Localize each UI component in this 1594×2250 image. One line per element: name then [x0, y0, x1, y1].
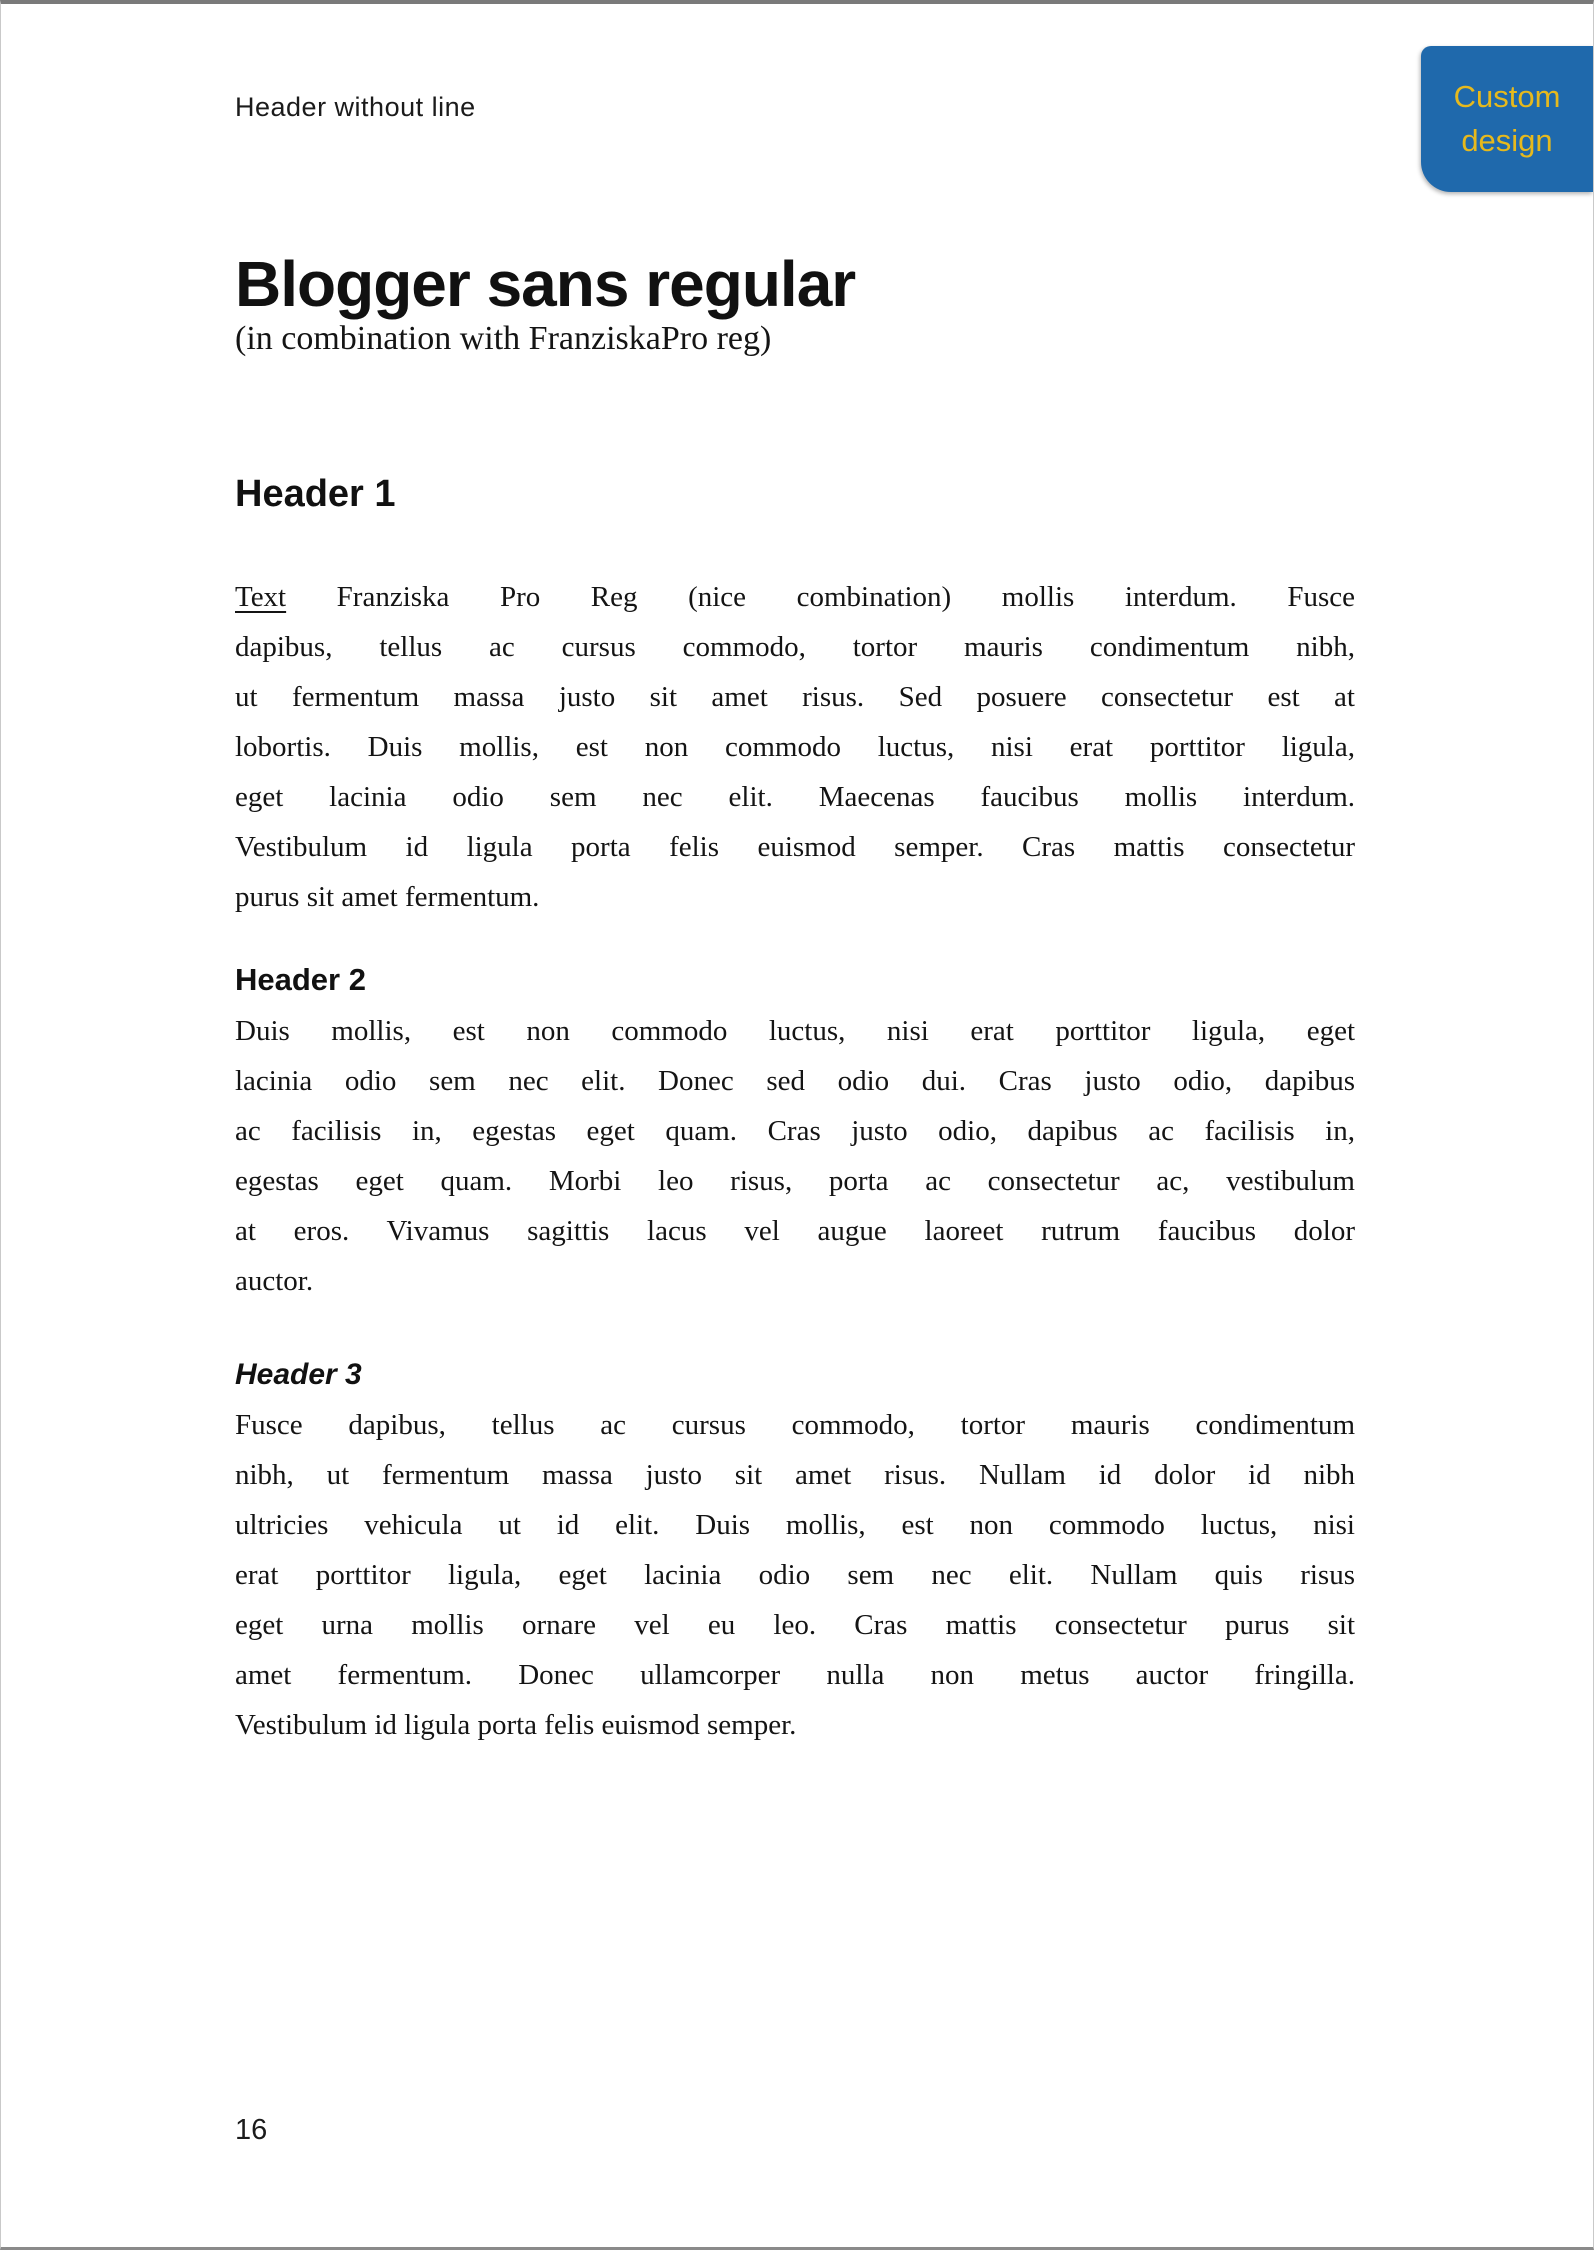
text-line [235, 572, 1355, 622]
paragraph-3-lines [235, 1400, 1355, 1750]
section-heading-2: Header 2 [235, 962, 366, 997]
text-line: ac facilisis in, egestas eget quam. Cras justo odio, dapibus ac facilisis in, [235, 1115, 1355, 1147]
running-header: Header without line [235, 92, 476, 122]
text-line: ultricies vehicula ut id elit. Duis mollis, est non commodo luctus, nisi [235, 1509, 1355, 1541]
text-line: purus sit amet fermentum. [235, 881, 540, 913]
text-line: Fusce dapibus, tellus ac cursus commodo, tortor mauris condimentum [235, 1409, 1355, 1441]
text-line: nibh, ut fermentum massa justo sit amet risus. Nullam id dolor id nibh [235, 1459, 1355, 1491]
text-line: eget urna mollis ornare vel eu leo. Cras mattis consectetur purus sit [235, 1609, 1355, 1641]
text-line: auctor. [235, 1265, 314, 1297]
section-heading-3: Header 3 [235, 1358, 362, 1391]
paragraph-1-lines [235, 622, 1355, 922]
text-line-rest: Franziska Pro Reg (nice combination) mollis interdum. Fusce [286, 581, 1355, 613]
page-title: Blogger sans regular [235, 248, 856, 320]
paragraph-1 [235, 572, 1355, 922]
paragraph-2-lines [235, 1006, 1355, 1306]
text-line: dapibus, tellus ac cursus commodo, tortor mauris condimentum nibh, [235, 631, 1355, 663]
paragraph-2 [235, 1006, 1355, 1306]
badge-text-line2: design [1461, 123, 1553, 158]
underlined-lead-word: Text [235, 581, 287, 613]
text-line: Vestibulum id ligula porta felis euismod semper. Cras mattis consectetur [235, 831, 1355, 863]
text-line: at eros. Vivamus sagittis lacus vel augue laoreet rutrum faucibus dolor [235, 1215, 1355, 1247]
page-content [1, 4, 1593, 1750]
text-line: ut fermentum massa justo sit amet risus. Sed posuere consectetur est at [235, 681, 1355, 713]
page-subtitle: (in combination with FranziskaPro reg) [235, 320, 772, 357]
text-line: lobortis. Duis mollis, est non commodo luctus, nisi erat porttitor ligula, [235, 731, 1355, 763]
text-line: erat porttitor ligula, eget lacinia odio sem nec elit. Nullam quis risus [235, 1559, 1355, 1591]
text-line: Vestibulum id ligula porta felis euismod semper. [235, 1709, 797, 1741]
text-line: eget lacinia odio sem nec elit. Maecenas faucibus mollis interdum. [235, 781, 1355, 813]
custom-design-badge [1421, 46, 1593, 192]
paragraph-3 [235, 1400, 1355, 1750]
text-line: Duis mollis, est non commodo luctus, nisi erat porttitor ligula, eget [235, 1015, 1355, 1047]
badge-text-line1: Custom [1453, 79, 1561, 114]
text-line: egestas eget quam. Morbi leo risus, porta ac consectetur ac, vestibulum [235, 1165, 1355, 1197]
section-heading-1: Header 1 [235, 473, 396, 515]
text-line: lacinia odio sem nec elit. Donec sed odio dui. Cras justo odio, dapibus [235, 1065, 1355, 1097]
page-number: 16 [235, 2114, 268, 2146]
text-line: amet fermentum. Donec ullamcorper nulla non metus auctor fringilla. [235, 1659, 1355, 1691]
